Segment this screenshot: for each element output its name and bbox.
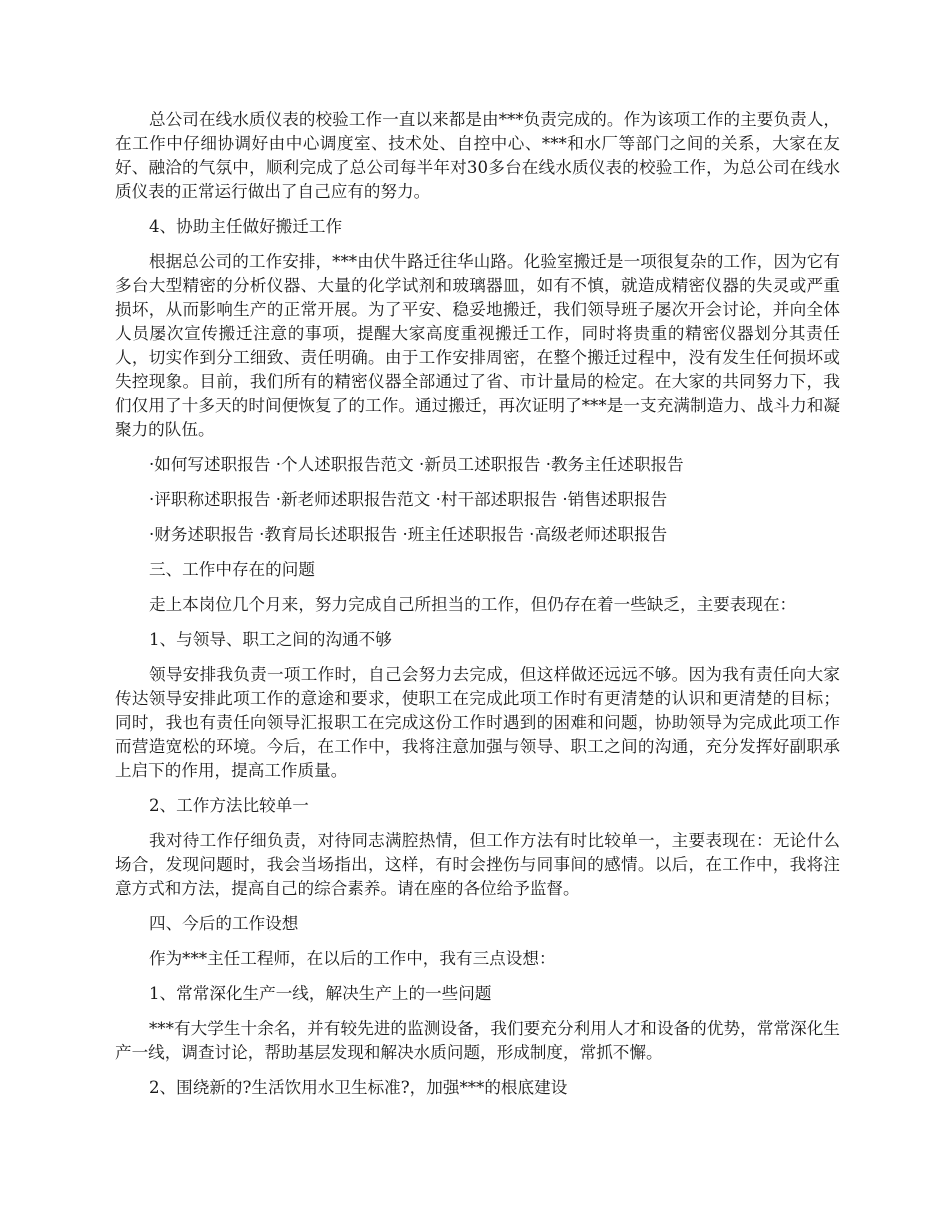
paragraph-problems-intro: 走上本岗位几个月来，努力完成自己所担当的工作，但仍存在着一些缺乏，主要表现在： [149, 595, 797, 614]
related-link[interactable]: 新员工述职报告 [424, 455, 541, 474]
related-links-row [115, 523, 840, 547]
heading-work-method: 2、工作方法比较单一 [149, 796, 309, 815]
paragraph-calibration: 总公司在线水质仪表的校验工作一直以来都是由***负责完成的。作为该项工作的主要负责人，在工作中仔细协调好由中心调度室、技术处、自控中心、***和水厂等部门之间的关系，大家在友好、融洽的气氛中，顺利完成了总公司每半年对30多台在线水质仪表的校验工作，为总公司在线水质仪表的正常运行做出了自己应有的努力。 [115, 110, 840, 201]
link-bullet: · [419, 455, 425, 474]
related-link[interactable]: 教务主任述职报告 [551, 455, 684, 474]
heading-water-standard: 2、围绕新的?生活饮用水卫生标准?，加强***的根底建设 [149, 1078, 568, 1097]
related-link[interactable]: 班主任述职报告 [407, 525, 524, 544]
link-bullet: · [545, 455, 552, 474]
paragraph-production-line: ***有大学生十余名，并有较先进的监测设备，我们要充分利用人才和设备的优势，常常深化生产一线，调查讨论，帮助基层发现和解决水质问题，形成制度，常抓不懈。 [115, 1019, 840, 1062]
link-bullet: · [529, 525, 535, 544]
paragraph-relocation: 根据总公司的工作安排，***由伏牛路迁往华山路。化验室搬迁是一项很复杂的工作，因为它有多台大型精密的分析仪器、大量的化学试剂和玻璃器皿，如有不慎，就造成精密仪器的失灵或严重损坏，从而影响生产的正常开展。为了平安、稳妥地搬迁，我们领导班子屡次开会讨论，并向全体人员屡次宣传搬迁注意的事项，提醒大家高度重视搬迁工作，同时将贵重的精密仪器划分其责任人，切实作到分工细致、责任明确。由于工作安排周密，在整个搬迁过程中，没有发生任何损坏或失控现象。目前，我们所有的精密仪器全部通过了省、市计量局的检定。在大家的共同努力下，我们仅用了十多天的时间便恢复了的工作。通过搬迁，再次证明了***是一支充满制造力、战斗力和凝聚力的队伍。 [115, 252, 840, 439]
paragraph-work-method: 我对待工作仔细负责，对待同志满腔热情，但工作方法有时比较单一，主要表现在：无论什么场合，发现问题时，我会当场指出，这样，有时会挫伤与同事间的感情。以后，在工作中，我将注意方式和方法，提高自己的综合素养。请在座的各位给予监督。 [115, 831, 840, 898]
document-page [115, 108, 840, 1111]
related-link[interactable]: 销售述职报告 [567, 490, 668, 509]
heading-relocation: 4、协助主任做好搬迁工作 [149, 217, 343, 236]
heading-production-line: 1、常常深化生产一线，解决生产上的一些问题 [149, 984, 492, 1003]
link-bullet: · [149, 455, 155, 474]
related-link[interactable]: 村干部述职报告 [440, 490, 558, 509]
related-link[interactable]: 个人述职报告范文 [281, 455, 414, 474]
section-heading-future: 四、今后的工作设想 [149, 914, 299, 933]
link-bullet: · [402, 525, 408, 544]
link-bullet: · [562, 490, 568, 509]
related-links-row [115, 453, 840, 477]
link-bullet: · [275, 455, 281, 474]
paragraph-communication: 领导安排我负责一项工作时，自己会努力去完成，但这样做还远远不够。因为我有责任向大家传达领导安排此项工作的意途和要求，使职工在完成此项工作时有更清楚的认识和更清楚的目标；同时，我也有责任向领导汇报职工在完成这份工作时遇到的困难和问题，协助领导为完成此项工作而营造宽松的环境。今后，在工作中，我将注意加强与领导、职工之间的沟通，充分发挥好副职承上启下的作用，提高工作质量。 [115, 665, 840, 780]
related-link[interactable]: 教育局长述职报告 [264, 525, 398, 544]
link-bullet: · [275, 490, 281, 509]
section-heading-problems: 三、工作中存在的问题 [149, 560, 315, 579]
link-bullet: · [435, 490, 441, 509]
related-link[interactable]: 评职称述职报告 [154, 490, 271, 509]
related-link[interactable]: 财务述职报告 [154, 525, 254, 544]
related-link[interactable]: 新老师述职报告范文 [281, 490, 431, 509]
link-bullet: · [149, 525, 155, 544]
link-bullet: · [149, 490, 155, 509]
related-link[interactable]: 如何写述职报告 [154, 455, 271, 474]
paragraph-future-intro: 作为***主任工程师，在以后的工作中，我有三点设想： [149, 949, 556, 968]
related-link[interactable]: 高级老师述职报告 [534, 525, 668, 544]
related-links-row [115, 488, 840, 512]
heading-communication: 1、与领导、职工之间的沟通不够 [149, 630, 392, 649]
link-bullet: · [259, 525, 265, 544]
